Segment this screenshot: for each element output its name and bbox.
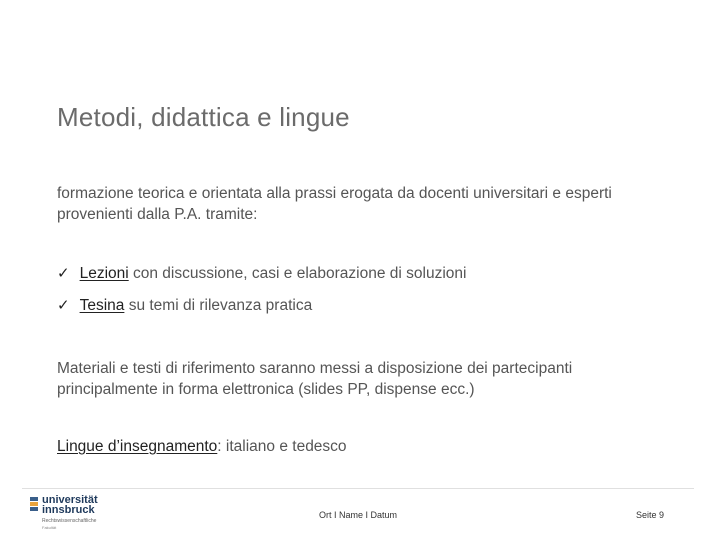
materials-paragraph: Materiali e testi di riferimento saranno messi a disposizione dei partecipanti principalmente in forma elettronica (slides PP, dispense ecc.) (57, 360, 573, 398)
languages-value: : italiano e tedesco (217, 438, 347, 455)
footer-meta: Ort I Name I Datum (319, 510, 398, 520)
university-logo (30, 496, 120, 532)
bullet-text: con discussione, casi e elaborazione di soluzioni (128, 265, 467, 282)
bullet-text: su temi di rilevanza pratica (124, 297, 313, 314)
bullet-keyword: Tesina (79, 297, 125, 314)
logo-faculty: Rechtswissenschaftliche (42, 518, 97, 524)
checkmark-icon: ✓ (57, 297, 70, 314)
footer-divider (22, 488, 694, 489)
bullet-lezioni (57, 264, 466, 283)
bullet-keyword: Lezioni (79, 265, 129, 282)
page-number: Seite 9 (636, 510, 665, 520)
logo-faculty-2: Fakultät (42, 525, 57, 530)
logo-line2: innsbruck (42, 504, 95, 516)
bullet-tesina (57, 296, 312, 315)
slide-title: Metodi, didattica e lingue (57, 102, 350, 132)
logo-mark-icon (30, 497, 38, 515)
languages-line (57, 438, 347, 456)
intro-paragraph: formazione teorica e orientata alla prassi erogata da docenti universitari e esperti provenienti dalla P.A. tramite: (57, 185, 612, 223)
logo-line1: universität (42, 494, 98, 506)
checkmark-icon: ✓ (57, 265, 70, 282)
languages-label: Lingue d’insegnamento (57, 438, 218, 455)
